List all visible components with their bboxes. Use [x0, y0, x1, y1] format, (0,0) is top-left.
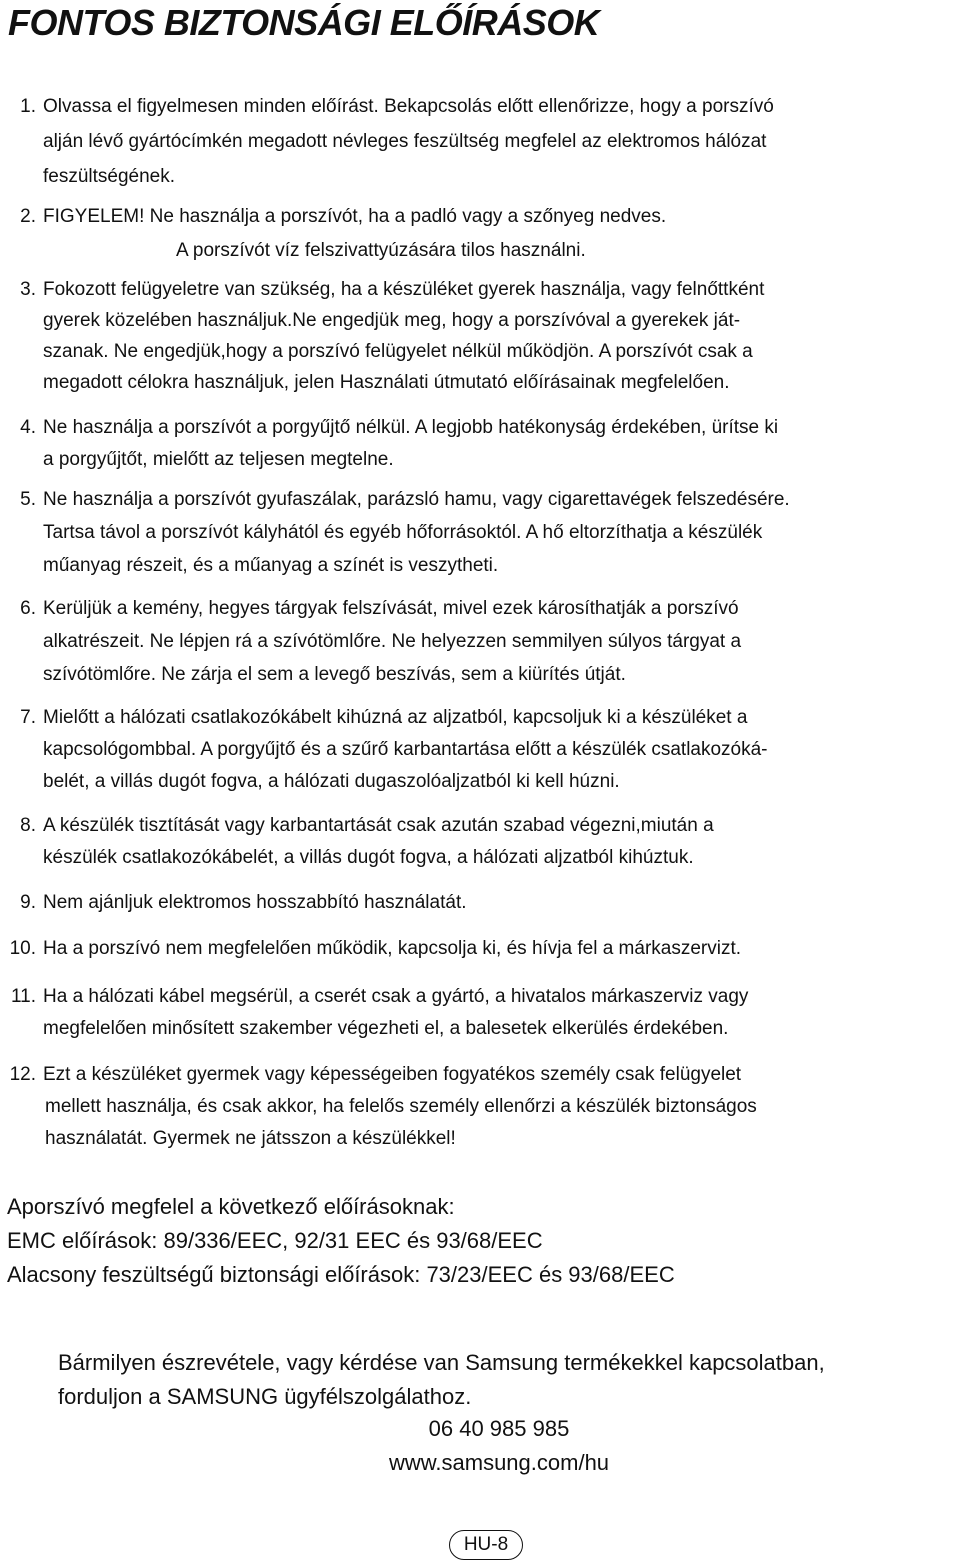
item-number: 2.	[20, 206, 36, 227]
item-text-line: gyerek közelében használjuk.Ne engedjük meg, hogy a porszívóval a gyerekek ját-	[43, 310, 741, 331]
item-text-line: a porgyűjtőt, mielőtt az teljesen megtelne.	[43, 449, 394, 470]
item-text-line: belét, a villás dugót fogva, a hálózati dugaszolóaljzatból ki kell húzni.	[43, 771, 620, 792]
item-text-line: megfelelően minősített szakember végezheti el, a balesetek elkerülés érdekében.	[43, 1018, 729, 1039]
item-text-line: szanak. Ne engedjük,hogy a porszívó felügyelet nélkül működjön. A porszívót csak a	[43, 341, 753, 362]
item-text-line: kapcsológombbal. A porgyűjtő és a szűrő karbantartása előtt a készülék csatlakozóká-	[43, 739, 768, 760]
regulations-block	[7, 1190, 675, 1292]
item-number: 8.	[20, 815, 36, 836]
item-text-line: Nem ajánljuk elektromos hosszabbító használatát.	[43, 892, 467, 913]
regulations-low-voltage: Alacsony feszültségű biztonsági előírások: 73/23/EEC és 93/68/EEC	[7, 1262, 675, 1287]
item-number: 10.	[9, 938, 36, 959]
item-text-line: Olvassa el figyelmesen minden előírást. Bekapcsolás előtt ellenőrizze, hogy a porszívó	[43, 96, 774, 117]
item-text-line: megadott célokra használjuk, jelen Használati útmutató előírásainak megfelelően.	[43, 372, 730, 393]
item-number: 7.	[20, 707, 36, 728]
item-text-line: Ne használja a porszívót gyufaszálak, parázsló hamu, vagy cigarettavégek felszedésére.	[43, 489, 790, 510]
item-text-line: Ezt a készüléket gyermek vagy képességeiben fogyatékos személy csak felügyelet	[43, 1064, 742, 1085]
contact-phone: 06 40 985 985	[428, 1416, 570, 1441]
item-number: 4.	[20, 417, 36, 438]
item-text-line: készülék csatlakozókábelét, a villás dugót fogva, a hálózati aljzatból kihúztuk.	[43, 847, 694, 868]
item-number: 6.	[20, 598, 36, 619]
item-text-line: alján lévő gyártócímkén megadott névleges feszültség megfelel az elektromos hálózat	[43, 131, 767, 152]
item-text-line: szívótömlőre. Ne zárja el sem a levegő beszívás, sem a kiürítés útját.	[43, 664, 626, 685]
item-text-line: használatát. Gyermek ne játsszon a készülékkel!	[45, 1128, 456, 1149]
item-text-line: Fokozott felügyeletre van szükség, ha a készüléket gyerek használja, vagy felnőttként	[43, 279, 765, 300]
item-text-line: A készülék tisztítását vagy karbantartását csak azután szabad végezni,miután a	[43, 815, 714, 836]
item-text-line: FIGYELEM! Ne használja a porszívót, ha a padló vagy a szőnyeg nedves.	[43, 206, 667, 227]
item-number: 1.	[20, 96, 36, 117]
contact-line-1: Bármilyen észrevétele, vagy kérdése van Samsung termékekkel kapcsolatban,	[58, 1350, 825, 1375]
contact-block	[58, 1346, 825, 1414]
item-text-line: A porszívót víz felszivattyúzására tilos használni.	[176, 240, 586, 261]
item-number: 5.	[20, 489, 36, 510]
item-text-line: Kerüljük a kemény, hegyes tárgyak felszívását, mivel ezek károsíthatják a porszívó	[43, 598, 739, 619]
contact-website: www.samsung.com/hu	[388, 1450, 610, 1475]
item-number: 11.	[10, 986, 36, 1007]
item-text-line: mellett használja, és csak akkor, ha felelős személy ellenőrzi a készülék biztonságos	[45, 1096, 757, 1117]
item-text-line: műanyag részeit, és a műanyag a színét is veszytheti.	[43, 555, 499, 576]
regulations-emc: EMC előírások: 89/336/EEC, 92/31 EEC és 93/68/EEC	[7, 1228, 543, 1253]
item-number: 9.	[20, 892, 36, 913]
item-text-line: feszültségének.	[43, 166, 176, 187]
page-number-badge: HU-8	[449, 1530, 523, 1560]
item-text-line: Ha a porszívó nem megfelelően működik, kapcsolja ki, és hívja fel a márkaszervizt.	[43, 938, 742, 959]
item-text-line: Ha a hálózati kábel megsérül, a cserét csak a gyártó, a hivatalos márkaszerviz vagy	[43, 986, 749, 1007]
item-text-line: Tartsa távol a porszívót kályhától és egyéb hőforrásoktól. A hő eltorzíthatja a készülék	[43, 522, 763, 543]
regulations-intro: Aporszívó megfelel a következő előírásoknak:	[7, 1194, 455, 1219]
contact-line-2: forduljon a SAMSUNG ügyfélszolgálathoz.	[58, 1384, 472, 1409]
item-number: 3.	[20, 279, 36, 300]
page-title: FONTOS BIZTONSÁGI ELŐÍRÁSOK	[8, 2, 600, 43]
item-text-line: Mielőtt a hálózati csatlakozókábelt kihúzná az aljzatból, kapcsoljuk ki a készüléket a	[43, 707, 748, 728]
item-text-line: alkatrészeit. Ne lépjen rá a szívótömlőre. Ne helyezzen semmilyen súlyos tárgyat a	[43, 631, 742, 652]
item-number: 12.	[9, 1064, 36, 1085]
item-text-line: Ne használja a porszívót a porgyűjtő nélkül. A legjobb hatékonyság érdekében, ürítse ki	[43, 417, 779, 438]
